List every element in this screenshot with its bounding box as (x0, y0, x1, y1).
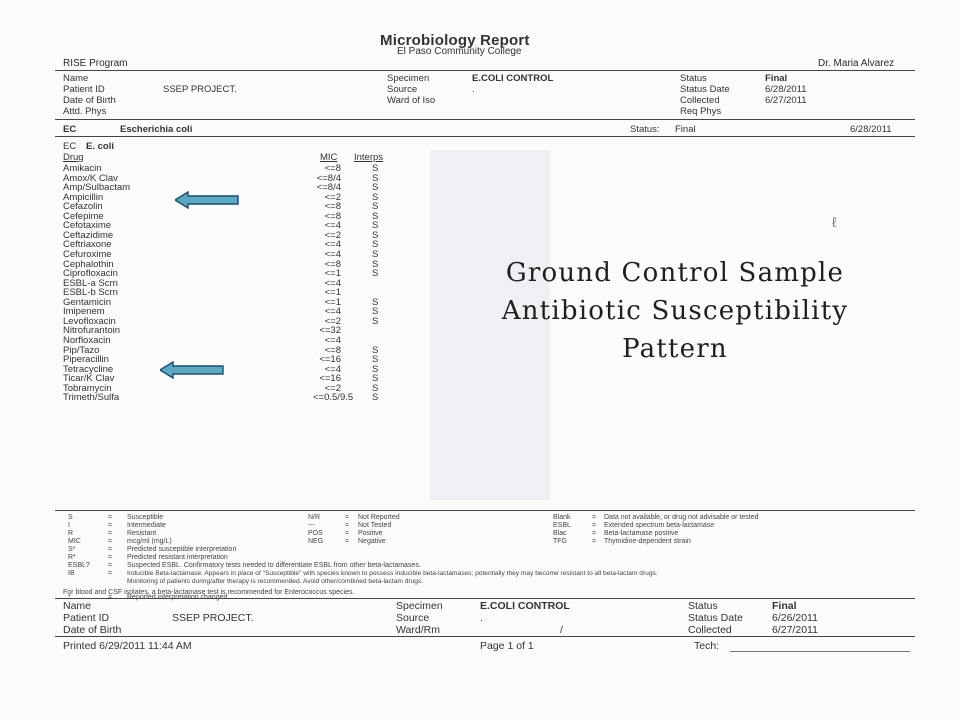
table-row (63, 393, 403, 403)
footer-name-label: Name (63, 600, 92, 612)
legend-desc-col1: Susceptible Intermediate Resistant mcg/ml (mg/L) (127, 514, 172, 545)
mic-value: <=2 (324, 191, 341, 203)
report-title: Microbiology Report (380, 32, 530, 49)
caption-line-3: Pattern (622, 334, 728, 364)
legend-star-codes: S* R* ESBL? IB (68, 546, 90, 577)
mic-value: <=2 (324, 229, 341, 241)
organism-date: 6/28/2011 (850, 124, 892, 135)
footer-collected-label: Collected (688, 624, 732, 636)
attd-phys-label: Attd. Phys (63, 106, 107, 117)
section-name: E. coli (86, 141, 114, 152)
interp-value: S (372, 210, 379, 222)
interp-value: S (372, 229, 379, 241)
drug-name: Gentamicin (63, 296, 112, 308)
divider (55, 136, 915, 137)
tech-signature-line (730, 651, 910, 652)
drug-name: Tobramycin (63, 382, 112, 394)
mic-value: <=8 (324, 258, 341, 270)
footer-specimen-value: E.COLI CONTROL (480, 600, 570, 612)
legend-codes-col3: Blank ESBL Blac TFG (553, 514, 571, 545)
table-row (63, 288, 403, 298)
arrow-left-icon (160, 361, 224, 379)
mic-value: <=4 (324, 334, 341, 346)
mic-value: <=8/4 (316, 182, 341, 194)
mic-value: <=1 (324, 287, 341, 299)
drug-name: Cefotaxime (63, 220, 112, 232)
footer-status-value: Final (772, 600, 797, 612)
drug-name: Ceftazidime (63, 229, 114, 241)
mic-value: <=2 (324, 382, 341, 394)
drug-name: ESBL-b Scrn (63, 287, 118, 299)
name-label: Name (63, 73, 89, 84)
mic-value: <=32 (319, 325, 341, 337)
collected-value: 6/27/2011 (765, 95, 807, 106)
mic-value: <=4 (324, 249, 341, 260)
footer-status-label: Status (688, 600, 718, 612)
interp-value: S (372, 201, 379, 213)
drug-name: Ciprofloxacin (63, 268, 118, 280)
page-number: Page 1 of 1 (480, 640, 534, 652)
scan-mark: ℓ (832, 214, 837, 230)
drug-name: Levofloxacin (63, 315, 116, 327)
interp-value: S (372, 354, 379, 365)
mic-value: <=8 (324, 163, 341, 174)
col-mic-header: MIC (320, 152, 338, 163)
drug-name: Norfloxacin (63, 334, 111, 346)
footer-dob-label: Date of Birth (63, 624, 122, 636)
printed-timestamp: Printed 6/29/2011 11:44 AM (63, 640, 192, 652)
interp-value: S (372, 258, 379, 270)
footer-patient-id-value: SSEP PROJECT. (172, 612, 254, 624)
mic-value: <=4 (324, 277, 341, 289)
table-row (63, 221, 403, 231)
slide-caption (460, 254, 890, 368)
interp-value: S (372, 172, 379, 184)
legend-star-eq: = = = = (108, 546, 113, 577)
doctor-name: Dr. Maria Alvarez (818, 58, 895, 69)
table-row (63, 240, 403, 250)
legend-eq-col2: = = = = (345, 514, 350, 545)
organism-code: EC (63, 124, 77, 135)
footer-ward-value: / (560, 624, 563, 636)
interp-value: S (372, 220, 379, 232)
divider (55, 70, 915, 71)
interp-value: S (372, 296, 379, 308)
divider (55, 598, 915, 599)
drug-name: Ampicillin (63, 191, 104, 203)
program-name: RISE Program (63, 58, 128, 69)
legend-codes-col1: S I R MIC (68, 514, 81, 545)
table-row (63, 374, 403, 384)
tech-label: Tech: (694, 640, 720, 652)
source-label: Source (387, 84, 418, 95)
mic-value: <=1 (324, 296, 341, 308)
col-interp-header: Interps (354, 152, 384, 163)
collected-label: Collected (680, 95, 720, 106)
drug-name: Cefepime (63, 210, 104, 222)
table-row (63, 346, 403, 356)
patient-id-value: SSEP PROJECT. (163, 84, 237, 95)
drug-name: Amox/K Clav (63, 172, 118, 184)
interp-value: S (372, 392, 379, 404)
interp-value: S (372, 382, 379, 394)
interp-value: S (372, 344, 379, 356)
specimen-value: E.COLI CONTROL (472, 73, 554, 84)
interp-value: S (372, 191, 379, 203)
organism-status-value: Final (675, 124, 696, 135)
drug-name: Nitrofurantoin (63, 325, 121, 337)
mic-value: <=4 (324, 239, 341, 251)
legend-desc-col3: Data not available, or drug not advisable or tested Extended spectrum beta-lactamase Beta-lactamase positive Thymidine-dependent strain (604, 514, 759, 545)
section-code: EC (63, 141, 77, 152)
drug-name: Tetracycline (63, 363, 114, 375)
mic-value: <=8 (324, 210, 341, 222)
interp-value: S (372, 239, 379, 251)
interp-value: S (372, 306, 379, 318)
col-drug-header: Drug (63, 152, 84, 163)
arrow-left-icon (175, 191, 239, 209)
table-row (63, 365, 403, 375)
legend-note: For blood and CSF isolates, a beta-lactamase test is recommended for Enterococcus species. (63, 589, 355, 596)
organism-status-label: Status: (630, 124, 660, 135)
interp-value: S (372, 182, 379, 194)
drug-name: Trimeth/Sulfa (63, 392, 120, 404)
footer-status-date-label: Status Date (688, 612, 743, 624)
mic-value: <=16 (319, 373, 341, 385)
mic-value: <=8/4 (316, 172, 341, 184)
interp-value: S (372, 249, 379, 260)
table-row (63, 298, 403, 308)
status-label: Status (680, 73, 707, 84)
footer-specimen-label: Specimen (396, 600, 443, 612)
drug-name: Cefuroxime (63, 249, 112, 260)
interp-value: S (372, 163, 379, 174)
drug-name: Imipenem (63, 306, 105, 318)
mic-value: <=1 (324, 268, 341, 280)
interp-value: S (372, 315, 379, 327)
mic-value: <=4 (324, 220, 341, 232)
mic-value: <=2 (324, 315, 341, 327)
drug-name: Cefazolin (63, 201, 103, 213)
institution-name: El Paso Community College (397, 46, 522, 57)
ward-label: Ward of Iso (387, 95, 436, 106)
footer-ward-label: Ward/Rm (396, 624, 440, 636)
req-phys-label: Req Phys (680, 106, 722, 117)
status-date-value: 6/28/2011 (765, 84, 807, 95)
drug-name: ESBL-a Scrn (63, 277, 118, 289)
interp-value: S (372, 373, 379, 385)
caption-line-1: Ground Control Sample (505, 258, 845, 288)
dob-label: Date of Birth (63, 95, 116, 106)
drug-name: Ticar/K Clav (63, 373, 115, 385)
footer-patient-id-label: Patient ID (63, 612, 110, 624)
source-value: . (472, 84, 475, 95)
table-row (63, 231, 403, 241)
table-row (63, 212, 403, 222)
footer-source-value: . (480, 612, 483, 624)
specimen-label: Specimen (387, 73, 430, 84)
caption-line-2: Antibiotic Susceptibility (501, 296, 849, 326)
drug-name: Amikacin (63, 163, 102, 174)
table-row (63, 336, 403, 346)
patient-id-label: Patient ID (63, 84, 105, 95)
footer-source-label: Source (396, 612, 430, 624)
drug-name: Amp/Sulbactam (63, 182, 131, 194)
legend-eq-col1: = = = = (108, 514, 113, 545)
divider (55, 636, 915, 637)
mic-value: <=4 (324, 363, 341, 375)
interp-value: S (372, 268, 379, 280)
table-row (63, 326, 403, 336)
footer-status-date-value: 6/26/2011 (772, 612, 818, 624)
footer-collected-value: 6/27/2011 (772, 624, 818, 636)
drug-name: Pip/Tazo (63, 344, 100, 356)
status-value: Final (765, 73, 788, 84)
mic-value: <=8 (324, 344, 341, 356)
legend-star-desc: Predicted susceptible interpretation Predicted resistant interpretation Suspected ESBL. Confirmatory tests needed to differentiate ESBL from other beta-lactamases. Inducible Beta-lactamase. Appears in place of "Susceptible" with species known to possess inducible beta-lactamases; potentially they may become resistant to all beta-lactam drugs. Monitoring of patients during/after therapy is recommended. Avoid other/combined beta-lactam drugs. (127, 546, 658, 585)
interp-value: S (372, 363, 379, 375)
mic-value: <=8 (324, 201, 341, 213)
drug-name: Cephalothin (63, 258, 114, 270)
drug-name: Ceftriaxone (63, 239, 112, 251)
table-row (63, 355, 403, 365)
mic-value: <=0.5/9.5 (313, 392, 354, 404)
mic-value: <=4 (324, 306, 341, 318)
mic-value: <=16 (319, 354, 341, 365)
divider (55, 119, 915, 120)
drug-name: Piperacillin (63, 354, 109, 365)
divider (55, 510, 915, 511)
legend-codes-col2: N/R --- POS NEG (308, 514, 324, 545)
legend-eq-col3: = = = = (592, 514, 597, 545)
organism-name: Escherichia coli (120, 124, 193, 135)
status-date-label: Status Date (680, 84, 730, 95)
table-row (63, 250, 403, 260)
legend-desc-col2: Not Reported Not Tested Positive Negative (358, 514, 400, 545)
